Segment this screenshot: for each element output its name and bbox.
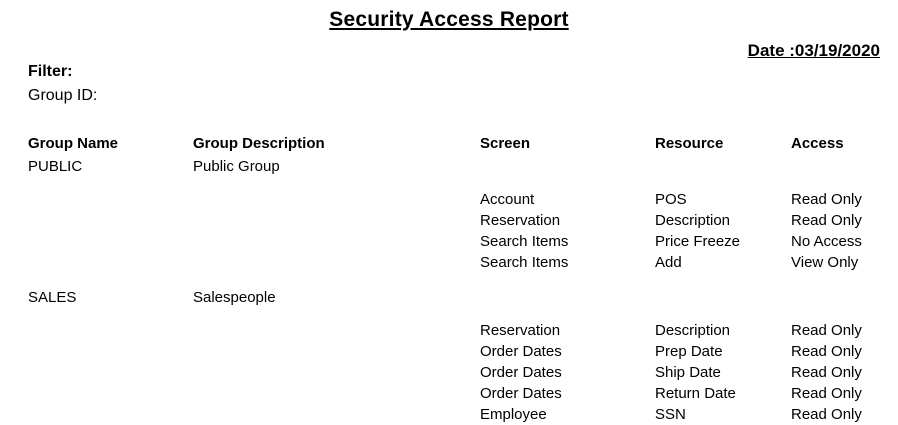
group-block [0,287,898,425]
cell-screen: Reservation [480,322,561,339]
table-row [0,210,898,231]
cell-access: Read Only [791,385,862,402]
cell-screen: Employee [480,406,547,423]
table-row [0,404,898,425]
table-row [0,189,898,210]
cell-resource: Add [655,254,682,271]
table-header [0,135,898,155]
column-header-resource: Resource [655,135,724,152]
cell-resource: Prep Date [655,343,723,360]
group-description: Public Group [193,158,280,175]
group-id-label: Group ID: [28,87,98,104]
cell-access: No Access [791,233,862,250]
cell-resource: POS [655,191,687,208]
cell-screen: Reservation [480,212,561,229]
page-title: Security Access Report [329,8,569,31]
group-name: SALES [28,289,77,306]
cell-screen: Search Items [480,233,569,250]
column-header-group-description: Group Description [193,135,325,152]
table-row [0,231,898,252]
cell-screen: Order Dates [480,385,562,402]
table-row [0,320,898,341]
cell-screen: Order Dates [480,343,562,360]
cell-access: Read Only [791,212,862,229]
group-row [0,287,898,308]
table-row [0,362,898,383]
cell-resource: SSN [655,406,686,423]
cell-resource: Return Date [655,385,736,402]
cell-resource: Description [655,322,731,339]
cell-access: Read Only [791,406,862,423]
filter-label: Filter: [28,63,73,80]
group-spacer [0,273,898,287]
group-row [0,156,898,177]
cell-resource: Ship Date [655,364,721,381]
row-spacer [0,177,898,189]
row-spacer [0,308,898,320]
cell-access: Read Only [791,191,862,208]
cell-screen: Account [480,191,535,208]
cell-resource: Price Freeze [655,233,741,250]
group-name: PUBLIC [28,158,83,175]
report-date [748,41,880,61]
cell-access: Read Only [791,343,862,360]
column-header-group-name: Group Name [28,135,119,152]
report-body [0,156,898,425]
group-description: Salespeople [193,289,276,306]
report-date-label: Date : [747,41,795,60]
column-header-screen: Screen [480,135,531,152]
report-date-value: 03/19/2020 [794,41,880,60]
table-row [0,383,898,404]
cell-screen: Search Items [480,254,569,271]
column-header-access: Access [791,135,844,152]
cell-resource: Description [655,212,731,229]
cell-access: Read Only [791,322,862,339]
table-row [0,341,898,362]
cell-access: View Only [791,254,859,271]
group-block [0,156,898,287]
table-row [0,252,898,273]
cell-access: Read Only [791,364,862,381]
cell-screen: Order Dates [480,364,562,381]
